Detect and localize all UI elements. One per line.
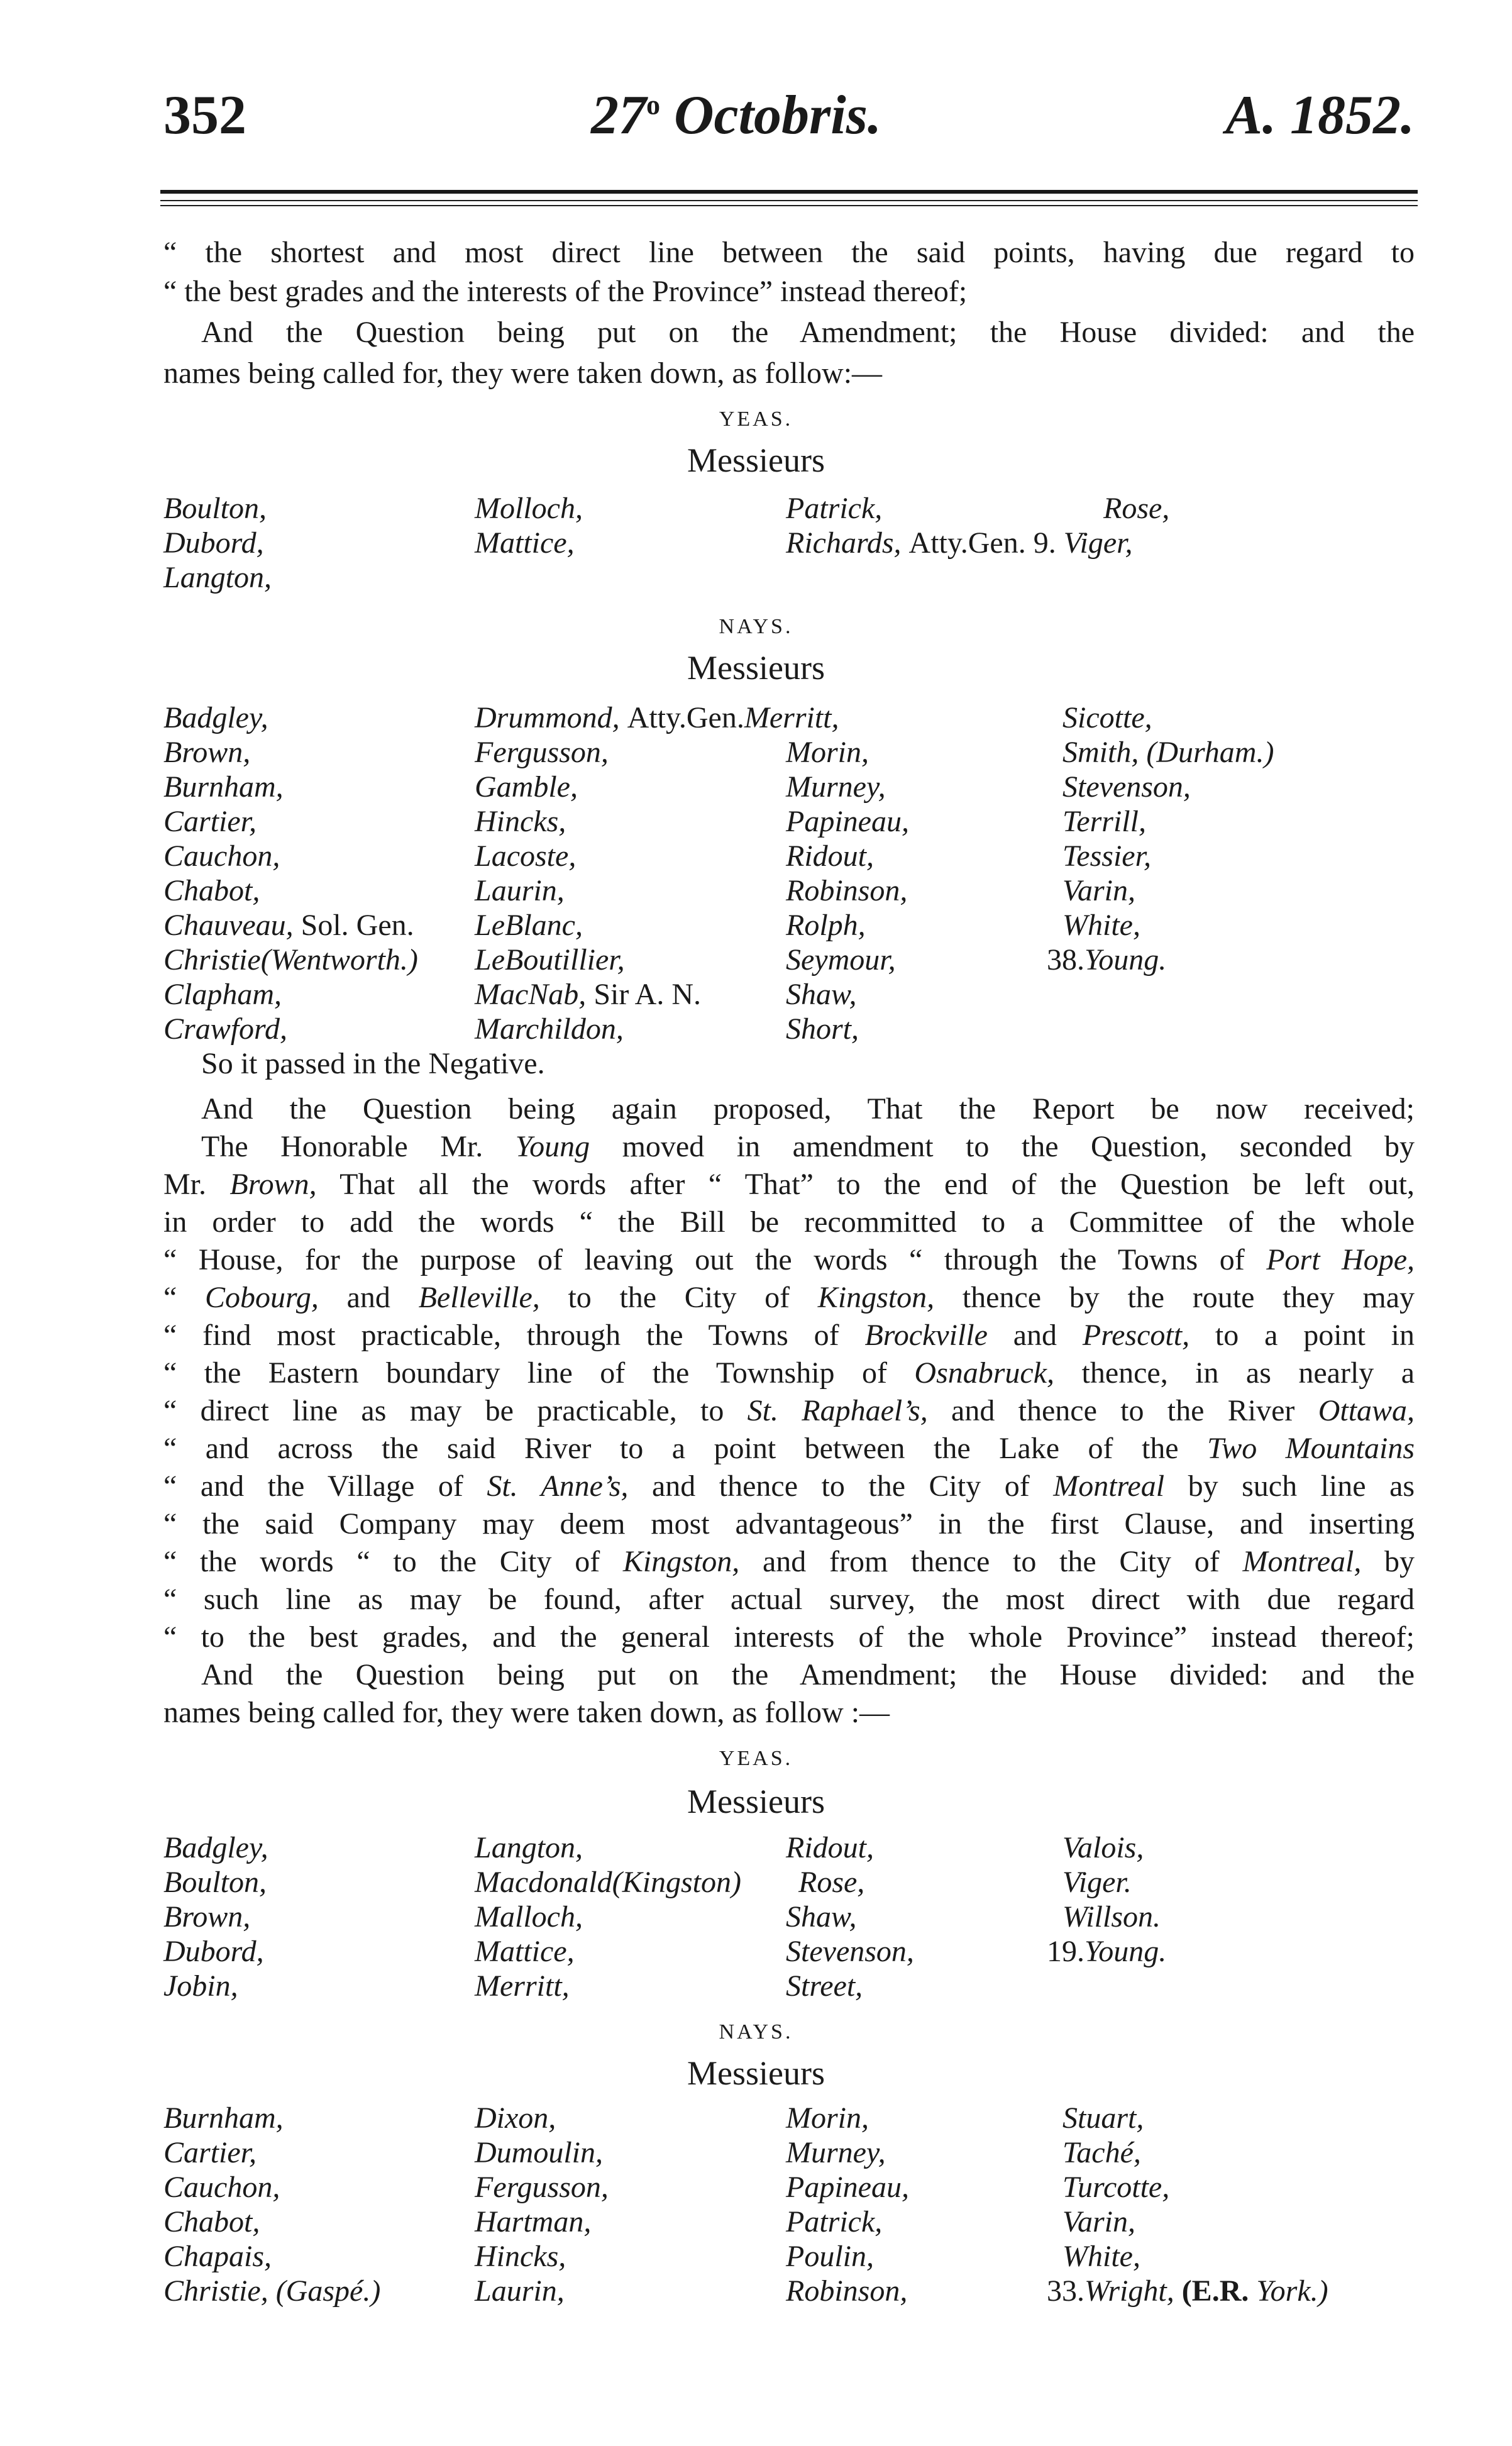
member-name: Badgley, [163,1831,268,1864]
member-name: Clapham, [163,978,282,1011]
member-name: Rose, [798,1866,865,1899]
member-name: Fergusson, [475,736,609,769]
member-name: Ridout, [786,1831,874,1864]
member-name: Brown, [163,736,251,769]
text-line: So it passed in the Negative. [201,1047,545,1080]
member-name: White, [1062,909,1140,942]
member-name: Morin, [786,736,869,769]
yeas-heading: YEAS. [719,407,793,431]
member-name: Chabot, [163,2205,260,2238]
member-name: Robinson, [786,2274,908,2308]
nays-heading: NAYS. [719,615,793,638]
member-name: Viger. [1062,1866,1132,1899]
member-name: 33.Wright, (E.R. York.) [1047,2274,1328,2308]
member-name: Brown, [163,1900,251,1934]
member-name: Cartier, [163,805,257,838]
member-name: Laurin, [475,874,565,907]
nays-heading: NAYS. [719,2020,793,2044]
text-line: in order to add the words “ the Bill be recommitted to a Committee of the whole [163,1207,1415,1239]
member-name: Malloch, [475,1900,583,1934]
member-name: Macdonald(Kingston) [475,1866,741,1899]
messieurs-heading: Messieurs [687,441,825,479]
member-name: Morin, [786,2101,869,2135]
member-name: Jobin, [163,1969,238,2003]
member-name: Boulton, [163,492,267,525]
date-heading: 27$^o$ Octobris. [591,85,881,146]
member-name: Dubord, [163,1935,264,1968]
member-name: Shaw, [786,978,857,1011]
member-name: Tessier, [1062,839,1151,873]
member-name: Cartier, [163,2136,257,2169]
messieurs-heading: Messieurs [687,2054,825,2092]
member-name: Turcotte, [1062,2171,1170,2204]
member-name: Drummond, Atty.Gen.Merritt, [475,701,839,734]
member-name: Burnham, [163,770,284,804]
member-name: Mattice, [475,526,575,560]
page-number: 352 [163,85,246,146]
member-name: Dubord, [163,526,264,560]
member-name: Patrick, [786,2205,883,2238]
member-name: Laurin, [475,2274,565,2308]
member-name: Valois, [1062,1831,1144,1864]
text-line: “ the said Company may deem most advantageous” in the first Clause, and inserting [163,1509,1415,1541]
text-line: names being called for, they were taken down, as follow :— [163,1696,890,1729]
member-name: Stevenson, [786,1935,914,1968]
member-name: Fergusson, [475,2171,609,2204]
member-name: Seymour, [786,943,896,977]
member-name: Patrick, [786,492,883,525]
member-name: Chabot, [163,874,260,907]
member-name: Stevenson, [1062,770,1191,804]
member-name: MacNab, Sir A. N. [475,978,702,1011]
header-rule [160,190,1418,194]
member-name: 38.Young. [1047,943,1167,977]
member-name: Hincks, [475,2240,566,2273]
member-name: Murney, [786,770,886,804]
member-name: Marchildon, [475,1012,624,1046]
member-name: Hincks, [475,805,566,838]
member-name: Langton, [163,561,272,594]
member-name: 19.Young. [1047,1935,1167,1968]
member-name: Mattice, [475,1935,575,1968]
member-name: Murney, [786,2136,886,2169]
member-name: Ridout, [786,839,874,873]
text-line: The Honorable Mr. Young moved in amendment to the Question, seconded by [201,1132,1415,1163]
member-name: Terrill, [1062,805,1146,838]
text-line: “ and the Village of St. Anne’s, and thence to the City of Montreal by such line as [163,1471,1415,1503]
yeas-heading: YEAS. [719,1747,793,1770]
member-name: Sicotte, [1062,701,1152,734]
text-line: “ and across the said River to a point between the Lake of the Two Mountains [163,1434,1415,1465]
member-name: Lacoste, [475,839,577,873]
member-name: Rolph, [786,909,866,942]
member-name: Papineau, [786,2171,909,2204]
text-line: And the Question being put on the Amendment; the House divided: and the [201,318,1415,349]
text-line: “ direct line as may be practicable, to St. Raphael’s, and thence to the River Ottawa, [163,1396,1415,1427]
member-name: Molloch, [475,492,583,525]
text-line: Mr. Brown, That all the words after “ That” to the end of the Question be left out, [163,1170,1415,1201]
member-name: White, [1062,2240,1140,2273]
text-line: “ to the best grades, and the general interests of the whole Province” instead thereof; [163,1622,1415,1654]
member-name: Street, [786,1969,863,2003]
member-name: Shaw, [786,1900,857,1934]
member-name: Varin, [1062,2205,1136,2238]
member-name: Gamble, [475,770,578,804]
running-head [163,85,1415,157]
text-line: “ the shortest and most direct line between the said points, having due regard to [163,238,1415,269]
header-rule [160,205,1418,206]
text-line: “ Cobourg, and Belleville, to the City of Kingston, thence by the route they may [163,1283,1415,1314]
member-name: Christie, (Gaspé.) [163,2274,381,2308]
messieurs-heading: Messieurs [687,649,825,687]
member-name: Cauchon, [163,839,280,873]
member-name: Christie(Wentworth.) [163,943,418,977]
member-name: Boulton, [163,1866,267,1899]
text-line: “ the Eastern boundary line of the Township of Osnabruck, thence, in as nearly a [163,1358,1415,1390]
member-name: Smith, (Durham.) [1062,736,1274,769]
member-name: Merritt, [475,1969,570,2003]
member-name: Burnham, [163,2101,284,2135]
text-line: “ such line as may be found, after actual survey, the most direct with due regard [163,1585,1415,1616]
text-line: And the Question being again proposed, That the Report be now received; [201,1094,1415,1126]
member-name: Langton, [475,1831,583,1864]
year-heading: A. 1852. [1225,85,1415,146]
member-name: Poulin, [786,2240,874,2273]
member-name: Chauveau, Sol. Gen. [163,909,414,942]
member-name: Willson. [1062,1900,1161,1934]
member-name: Short, [786,1012,859,1046]
member-name: Richards, Atty.Gen. 9. Viger, [786,526,1133,560]
header-rule [160,200,1418,201]
text-line: “ House, for the purpose of leaving out the words “ through the Towns of Port Hope, [163,1245,1415,1276]
member-name: Dixon, [475,2101,556,2135]
text-line: “ find most practicable, through the Towns of Brockville and Prescott, to a point in [163,1320,1415,1352]
text-line: names being called for, they were taken down, as follow:— [163,357,883,390]
member-name: LeBoutillier, [475,943,625,977]
member-name: Stuart, [1062,2101,1144,2135]
member-name: Robinson, [786,874,908,907]
text-line: “ the words “ to the City of Kingston, and from thence to the City of Montreal, by [163,1547,1415,1578]
text-line: And the Question being put on the Amendment; the House divided: and the [201,1660,1415,1691]
member-name: Dumoulin, [475,2136,603,2169]
member-name: Chapais, [163,2240,272,2273]
messieurs-heading: Messieurs [687,1783,825,1820]
member-name: Badgley, [163,701,268,734]
member-name: Papineau, [786,805,909,838]
text-line: “ the best grades and the interests of the Province” instead thereof; [163,275,968,308]
member-name: Crawford, [163,1012,287,1046]
member-name: Hartman, [475,2205,592,2238]
member-name: Varin, [1062,874,1136,907]
member-name: Rose, [1103,492,1170,525]
member-name: Taché, [1062,2136,1141,2169]
member-name: Cauchon, [163,2171,280,2204]
member-name: LeBlanc, [475,909,583,942]
